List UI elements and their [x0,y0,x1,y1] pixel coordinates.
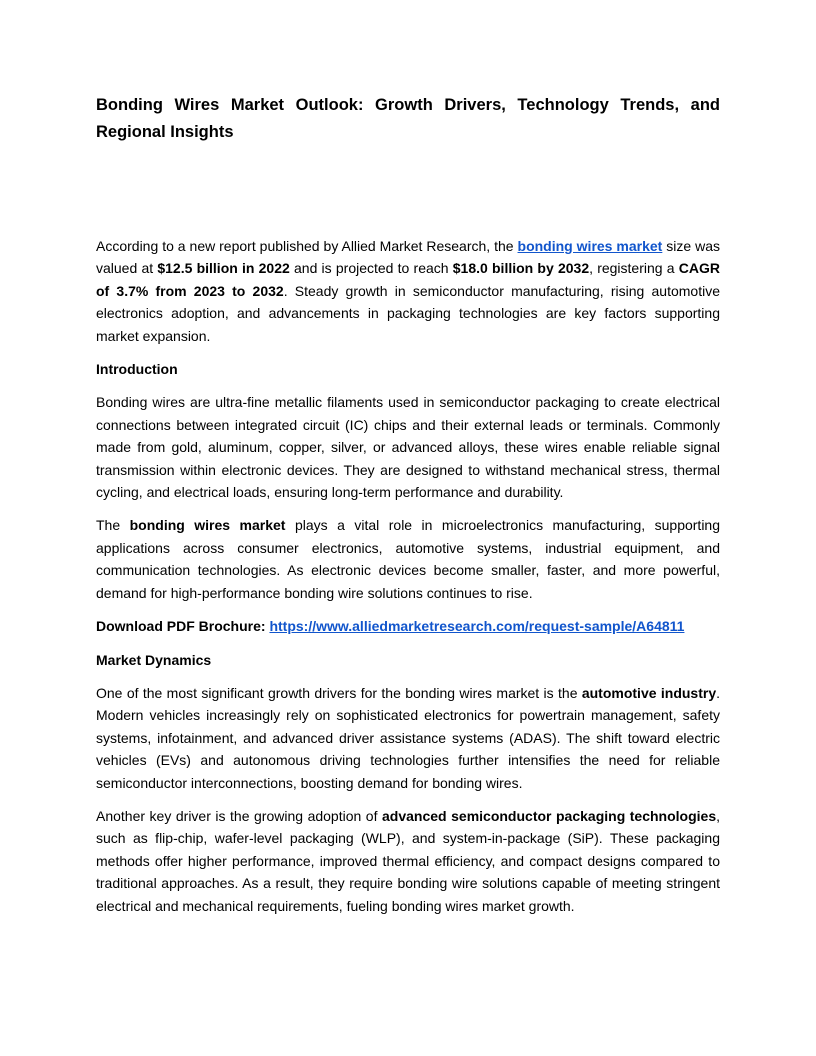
market-value-2022: $12.5 billion in 2022 [157,260,290,277]
summary-text-5: . Steady growth in semiconductor manufacturing, rising automotive electronics adoption, and advancements in packaging technologies are key factors supporting market expansion. [96,282,720,344]
document-title: Bonding Wires Market Outlook: Growth Drivers, Technology Trends, and Regional Insights [96,96,720,141]
summary-text-3: and is projected to reach [289,260,453,277]
market-dynamics-paragraph-2: Another key driver is the growing adoption of advanced semiconductor packaging technologies, such as flip-chip, wafer-level packaging (WLP), and system-in-package (SiP). These packaging methods offer higher performance, improved thermal efficiency, and compact designs compared to traditional approaches. As a result, they require bonding wire solutions capable of meeting stringent electrical and mechanical requirements, fueling bonding wires market growth. [96,807,720,914]
introduction-paragraph-1: Bonding wires are ultra-fine metallic filaments used in semiconductor packaging to create electrical connections between integrated circuit (IC) chips and their external leads or terminals. Commonly made from gold, aluminum, copper, silver, or advanced alloys, these wires enable reliable signal transmission within electronic devices. They are designed to withstand mechanical stress, thermal cycling, and electrical loads, ensuring long-term performance and durability. [96,394,720,501]
summary-text-2: size was valued at [96,238,720,277]
introduction-heading: Introduction [96,361,178,378]
market-dynamics-heading: Market Dynamics [96,651,212,668]
automotive-industry-term: automotive industry [581,684,717,701]
summary-paragraph [96,235,720,347]
summary-text-1: According to a new report published by Allied Market Research, the [96,238,518,254]
summary-text-4: , registering a [589,260,679,277]
download-brochure-line [96,615,720,637]
download-brochure-link[interactable]: https://www.alliedmarketresearch.com/request-sample/A64811 [269,618,685,635]
introduction-paragraph-2: The bonding wires market plays a vital role in microelectronics manufacturing, supporting applications across consumer electronics, automotive systems, industrial equipment, and communication technologies. As electronic devices become smaller, faster, and more powerful, demand for high-performance bonding wire solutions continues to rise. [96,517,721,601]
market-dynamics-paragraph-1: One of the most significant growth drivers for the bonding wires market is the automotive industry. Modern vehicles increasingly rely on sophisticated electronics for powertrain management, safety systems, infotainment, and advanced driver assistance systems (ADAS). The shift toward electric vehicles (EVs) and autonomous driving technologies further intensifies the need for reliable semiconductor interconnections, boosting demand for bonding wires. [96,684,720,791]
document-body [96,92,720,917]
market-value-2032: $18.0 billion by 2032 [452,260,590,277]
bonding-wires-market-link[interactable]: bonding wires market [517,238,663,254]
download-label: Download PDF Brochure: [96,618,270,635]
bonding-wires-market-term: bonding wires market [129,517,286,534]
advanced-packaging-term: advanced semiconductor packaging technologies [382,807,717,824]
cagr-value: CAGR of 3.7% from 2023 to 2032 [96,260,720,299]
